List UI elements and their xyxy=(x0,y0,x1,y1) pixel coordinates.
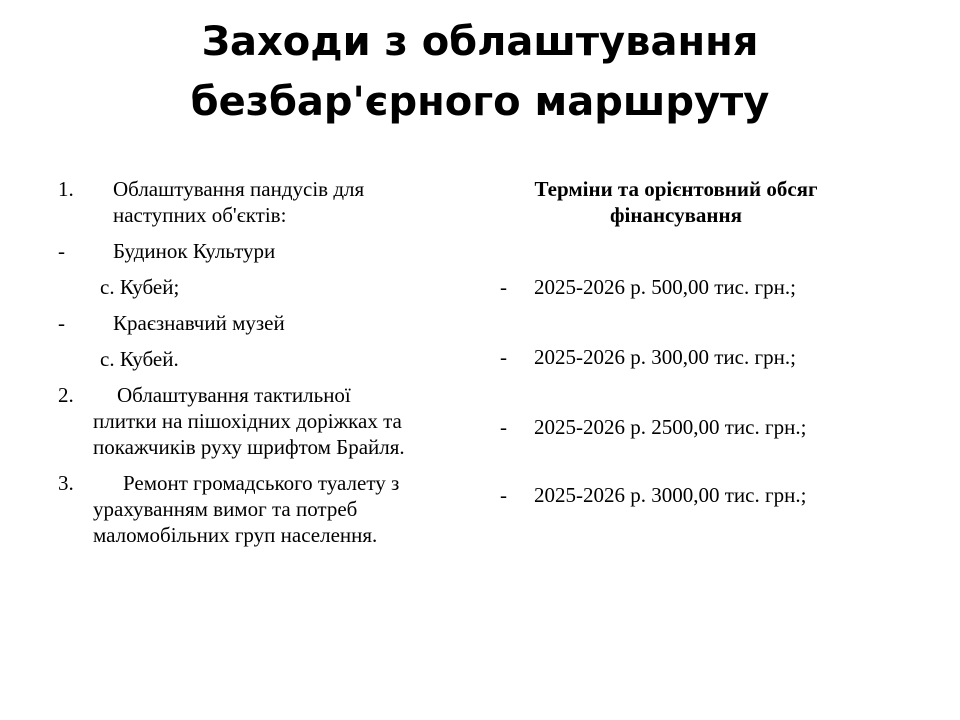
list-item-location xyxy=(58,346,458,372)
list-item-text: Облаштування пандусів для xyxy=(113,177,365,201)
financing-amount xyxy=(496,274,896,300)
list-item-toilet-repair xyxy=(58,470,458,548)
slide-title xyxy=(0,12,960,132)
list-item-text: Ремонт громадського туалету з xyxy=(123,471,400,495)
financing-column xyxy=(496,176,896,507)
list-marker: 2. xyxy=(58,383,74,407)
list-item-text: наступних об'єктів: xyxy=(113,203,287,227)
list-item-text: с. Кубей; xyxy=(100,275,180,299)
amount-text: 2025-2026 р. 2500,00 тис. грн.; xyxy=(534,415,807,439)
list-item-culture-house xyxy=(58,238,458,264)
amount-marker: - xyxy=(500,483,507,507)
list-marker: 3. xyxy=(58,471,74,495)
amount-marker: - xyxy=(500,275,507,299)
list-item-text: маломобільних груп населення. xyxy=(93,523,378,547)
amount-text: 2025-2026 р. 300,00 тис. грн.; xyxy=(534,345,796,369)
amount-marker: - xyxy=(500,415,507,439)
financing-heading: Терміни та орієнтовний обсяг фінансування xyxy=(534,177,818,227)
list-item-text: Облаштування тактильної xyxy=(117,383,351,407)
list-item-tactile-tiles xyxy=(58,382,458,460)
financing-amount xyxy=(496,482,896,508)
list-item-text: урахуванням вимог та потреб xyxy=(93,497,358,521)
title-line-1: Заходи з облаштування xyxy=(201,19,759,65)
list-item-text: с. Кубей. xyxy=(100,347,179,371)
amount-marker: - xyxy=(500,345,507,369)
title-line-2: безбар'єрного маршруту xyxy=(190,79,770,125)
financing-amount xyxy=(496,344,896,370)
list-item-text: плитки на пішохідних доріжках та xyxy=(93,409,402,433)
list-marker: 1. xyxy=(58,177,74,201)
list-item-museum xyxy=(58,310,458,336)
list-item-text: Краєзнавчий музей xyxy=(113,311,285,335)
amount-text: 2025-2026 р. 3000,00 тис. грн.; xyxy=(534,483,807,507)
list-item-text: покажчиків руху шрифтом Брайля. xyxy=(93,435,405,459)
financing-amount xyxy=(496,414,896,440)
list-item-ramps xyxy=(58,176,458,228)
measures-list xyxy=(58,176,458,548)
list-item-text: Будинок Культури xyxy=(113,239,276,263)
list-marker: - xyxy=(58,311,65,335)
amount-text: 2025-2026 р. 500,00 тис. грн.; xyxy=(534,275,796,299)
list-item-location xyxy=(58,274,458,300)
list-marker: - xyxy=(58,239,65,263)
